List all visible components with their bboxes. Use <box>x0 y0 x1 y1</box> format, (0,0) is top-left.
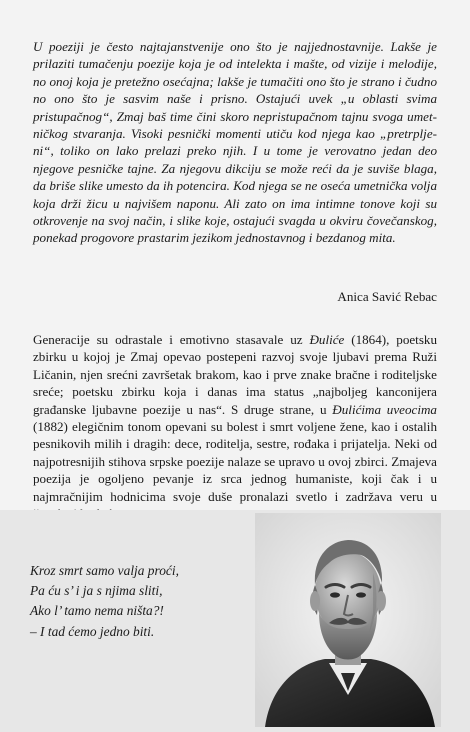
description-text-2: (1864), poetsku zbirku u kojoj je Zmaj opevao postepeni razvoj svoje ljubavi prema Ruži Ličanin, njen srećni završetak brakom, kao i prve znake bračne i roditeljske sreće; poetsku zbirku koja i danas ima status „najboljeg kanconijera građanske ljubavne poezije u nas“. S druge strane, u <box>33 332 438 417</box>
poem-line: Ako l’ tamo nema ništa?! <box>30 603 164 619</box>
poem-line: Kroz smrt samo valja proći, <box>30 563 179 578</box>
description-paragraph <box>33 331 437 522</box>
collection-title-2: Đulićima uveocima <box>332 401 437 417</box>
critic-quote: U poeziji je često najtajanstvenije ono što je najjednostavnije. Lakše je prilaziti tumačenju poezije koja je od intelekta i mašte, od vizije i melodije, no onoj koja je pretežno osećajna; lakše je tumačiti ono što je strano i čudno no ono što je sasvim naše i prisno. Ostajući uvek „u oblasti svima pristupačnog“, Zmaj baš time čini skoro nepristupačnom tajnu svoga umet-ničkog stvaranja. Visoki pesnički momenti utiču kod njega kao „pretrplje-ni“, toliko on lako prelazi preko njih. I u tome je verovatno jedan deo njegove pesničke tajne. Za njegovu dikciju se može reći da je suviše blaga, da briše slike umesto da ih potencira. Kod njega se ne oseća umetnička volja koja drži žicu u najvišem naponu. Ali zato on ima intimne tonove koji su otkrovenje na svoj način, i slike koje, ostajući svagda u okviru čovečanskog, ponekad progovore prastarim jezikom jednostavnog i bezdanog mita. <box>33 39 437 246</box>
poem-excerpt <box>30 561 250 642</box>
description-text-1: Generacije su odrastale i emotivno stasavale uz <box>33 332 310 347</box>
description-text-3: (1882) elegičnim tonom opevani su bolest i smrt voljene žene, kao i ostalih pesnikovih milih i dragih: dece, roditelja, sestre, rođaka i prijatelja. Neki od najpotresnijih stihova srpske poezije nalaze se upravo u ovoj zbirci. Zmajeva poezija je ogoljeno pevanje iz srca jednog humaniste, koji čak i u najmračnijim hodnicima svoje duše pronalazi svetlo i zadržava veru u <box>33 419 437 504</box>
poem-line: Pa ću s’ i ja s njima sliti, <box>30 583 163 599</box>
poem-line: – I tad ćemo jedno biti. <box>30 623 155 639</box>
author-portrait <box>255 513 441 727</box>
quote-author: Anica Savić Rebac <box>337 289 437 304</box>
collection-title-1: Đuliće <box>309 332 345 347</box>
